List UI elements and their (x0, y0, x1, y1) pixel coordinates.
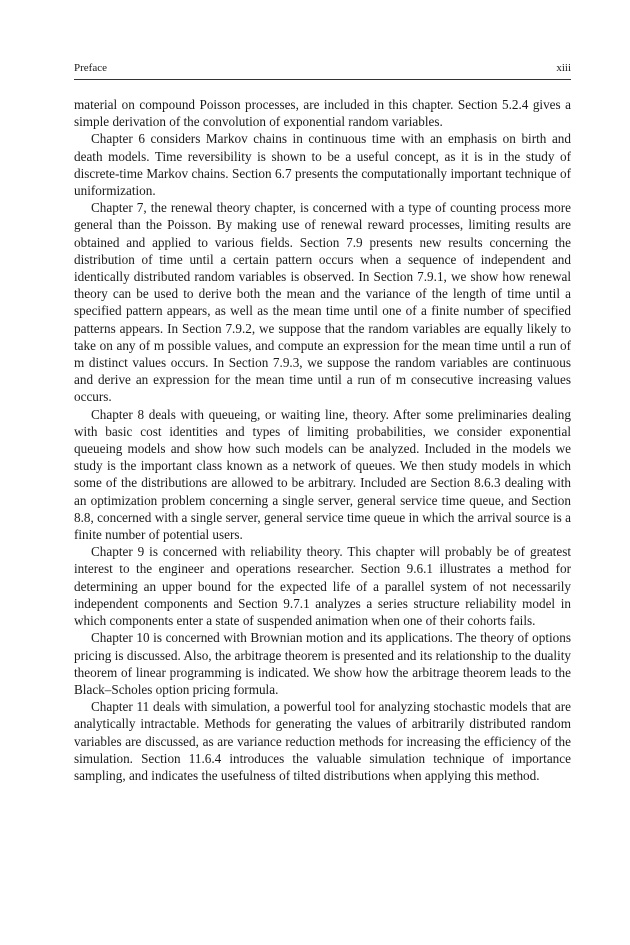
paragraph-continuation: material on compound Poisson processes, are included in this chapter. Section 5.2.4 gives a simple derivation of the convolution of exponential random variables. (74, 97, 571, 130)
running-header (74, 61, 571, 75)
running-header-title: Preface (74, 62, 107, 74)
paragraph-chapter-9: Chapter 9 is concerned with reliability theory. This chapter will probably be of greatest interest to the engineer and operations researcher. Section 9.6.1 illustrates a method for determining an upper bound for the expected life of a parallel system of not necessarily independent components and Section 9.7.1 analyzes a series structure reliability model in which components enter a state of suspended animation when one of their cohorts fails. (74, 544, 571, 629)
paragraph-chapter-8: Chapter 8 deals with queueing, or waiting line, theory. After some preliminaries dealing with basic cost identities and types of limiting probabilities, we consider exponential queueing models and show how such models can be analyzed. Included in the models we study is the important class known as a network of queues. We then study models in which some of the distributions are allowed to be arbitrary. Included are Section 8.6.3 dealing with an optimization problem concerning a single server, general service time queue, and Section 8.8, concerned with a single server, general service time queue in which the arrival source is a finite number of potential users. (74, 406, 571, 543)
paragraph-chapter-7: Chapter 7, the renewal theory chapter, is concerned with a type of counting process more general than the Poisson. By making use of renewal reward processes, limiting results are obtained and applied to various fields. Section 7.9 presents new results concerning the distribution of time until a certain pattern occurs when a sequence of independent and identically distributed random variables is observed. In Section 7.9.1, we show how renewal theory can be used to derive both the mean and the variance of the length of time until a specified pattern appears, as well as the mean time until one of a finite number of specified patterns appears. In Section 7.9.2, we suppose that the random variables are equally likely to take on any of m possible values, and compute an expression for the mean time until a run of m distinct values occurs. In Section 7.9.3, we suppose the random variables are continuous and derive an expression for the mean time until a run of m consecutive increasing values occurs. (74, 200, 571, 405)
header-rule (74, 79, 571, 80)
paragraph-chapter-6: Chapter 6 considers Markov chains in continuous time with an emphasis on birth and death models. Time reversibility is shown to be a useful concept, as it is in the study of discrete-time Markov chains. Section 6.7 presents the computationally important technique of uniformization. (74, 131, 571, 199)
page-number: xiii (556, 62, 571, 74)
body-text (74, 96, 571, 784)
paragraph-chapter-11: Chapter 11 deals with simulation, a powerful tool for analyzing stochastic models that are analytically intractable. Methods for generating the values of arbitrarily distributed random variables are discussed, as are variance reduction methods for increasing the efficiency of the simulation. Section 11.6.4 introduces the valuable simulation technique of importance sampling, and indicates the usefulness of tilted distributions when applying this method. (74, 699, 571, 783)
paragraph-chapter-10: Chapter 10 is concerned with Brownian motion and its applications. The theory of options pricing is discussed. Also, the arbitrage theorem is presented and its relationship to the duality theorem of linear programming is indicated. We show how the arbitrage theorem leads to the Black–Scholes option pricing formula. (74, 630, 571, 697)
